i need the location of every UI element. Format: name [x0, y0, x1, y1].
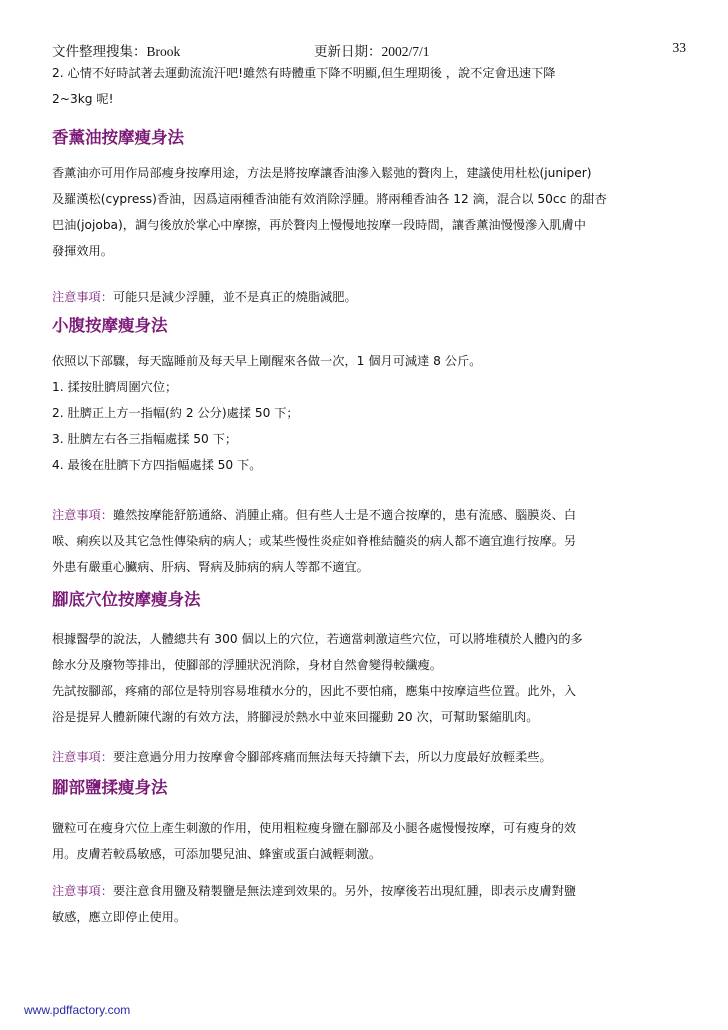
section-note-foot-salt	[52, 878, 688, 930]
note-text: 可能只是減少浮腫，並不是真正的燒脂減肥。	[112, 290, 357, 304]
text-line: 根據醫學的說法，人體總共有 300 個以上的穴位，若適當刺激這些穴位，可以將堆積於人體內的多	[52, 632, 583, 646]
text-line: 浴是提昇人體新陳代謝的有效方法，將腳浸於熱水中並來回擺動 20 次，可幫助緊縮肌肉。	[52, 710, 539, 724]
text-line: 香薰油亦可用作局部瘦身按摩用途，方法是將按摩讓香油滲入鬆弛的贅肉上，建議使用杜松(juniper)	[52, 166, 592, 180]
text-line: 發揮效用。	[52, 244, 113, 258]
note-text: 喉、痢疾以及其它急性傳染病的病人；或某些慢性炎症如脊椎結髓炎的病人都不適宜進行按摩。另	[52, 534, 577, 548]
note-label: 注意事項：	[52, 508, 113, 522]
section-title-abdomen: 小腹按摩瘦身法	[52, 316, 168, 335]
list-item: 4. 最後在肚臍下方四指幅處揉 50 下。	[52, 458, 262, 472]
text-line: 2~3kg 呢!	[52, 92, 114, 106]
list-item: 2. 肚臍正上方一指幅(約 2 公分)處揉 50 下；	[52, 406, 299, 420]
text-line: 及羅漢松(cypress)香油，因爲這兩種香油能有效消除浮腫。將兩種香油各 12 滴，混合以 50cc 的甜杏	[52, 192, 607, 206]
header-source: 文件整理搜集：Brook	[52, 44, 181, 59]
section-note-aroma-oil	[52, 284, 688, 310]
text-line: 巴油(jojoba)，調勻後放於掌心中摩擦，再於贅肉上慢慢地按摩一段時間，讓香薰油慢慢滲入肌膚中	[52, 218, 586, 232]
note-text: 外患有嚴重心臟病、肝病、腎病及肺病的病人等都不適宜。	[52, 560, 369, 574]
page-number: 33	[672, 40, 686, 55]
text-line: 依照以下部驟，每天臨睡前及每天早上剛醒來各做一次，1 個月可減達 8 公斤。	[52, 354, 482, 368]
section-title-foot-salt: 腳部鹽揉瘦身法	[52, 778, 168, 797]
footer-link[interactable]: www.pdffactory.com	[24, 1003, 131, 1017]
note-text: 要注意食用鹽及精製鹽是無法達到效果的。另外，按摩後若出現紅腫，即表示皮膚對鹽	[112, 884, 577, 898]
section-title-aroma-oil: 香薰油按摩瘦身法	[52, 128, 184, 147]
header-updated-date: 更新日期：2002/7/1	[314, 44, 430, 59]
page-header	[52, 40, 686, 60]
text-line: 鹽粒可在瘦身穴位上產生刺激的作用，使用粗粒瘦身鹽在腳部及小腿各處慢慢按摩，可有瘦身的效	[52, 821, 577, 835]
intro-paragraph	[52, 60, 688, 112]
note-label: 注意事項：	[52, 884, 113, 898]
section-body-foot-salt	[52, 815, 688, 867]
note-label: 注意事項：	[52, 290, 113, 304]
list-item: 3. 肚臍左右各三指幅處揉 50 下；	[52, 432, 238, 446]
section-note-abdomen	[52, 502, 688, 580]
note-text: 要注意過分用力按摩會令腳部疼痛而無法每天持續下去，所以力度最好放輕柔些。	[112, 750, 552, 764]
section-note-foot-acupoint	[52, 744, 688, 770]
text-line: 餘水分及廢物等排出，使腳部的浮腫狀況消除，身材自然會變得較纖瘦。	[52, 658, 442, 672]
section-body-foot-acupoint	[52, 626, 688, 730]
section-body-abdomen	[52, 348, 688, 478]
note-text: 敏感，應立即停止使用。	[52, 910, 187, 924]
text-line: 先試按腳部，疼痛的部位是特別容易堆積水分的，因此不要怕痛，應集中按摩這些位置。此外，入	[52, 684, 577, 698]
note-label: 注意事項：	[52, 750, 113, 764]
section-title-foot-acupoint: 腳底穴位按摩瘦身法	[52, 590, 201, 609]
note-text: 雖然按摩能舒筋通絡、消腫止痛。但有些人士是不適合按摩的，患有流感、腦膜炎、白	[112, 508, 577, 522]
text-line: 用。皮膚若較爲敏感，可添加嬰兒油、蜂蜜或蛋白減輕刺激。	[52, 847, 382, 861]
section-body-aroma-oil	[52, 160, 688, 264]
list-item: 1. 揉按肚臍周圍穴位；	[52, 380, 178, 394]
text-line: 2. 心情不好時試著去運動流流汗吧!雖然有時體重下降不明顯,但生理期後 ，說不定會迅速下降	[52, 66, 556, 80]
